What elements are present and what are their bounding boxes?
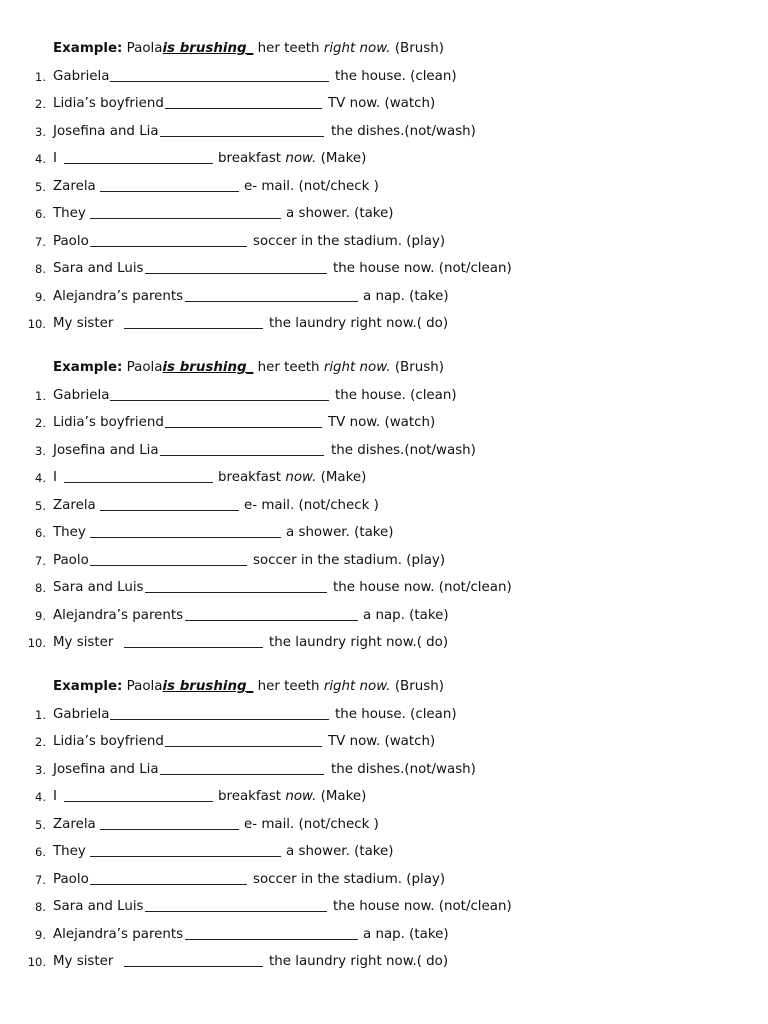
example-label: Example: [53, 679, 123, 694]
answer-blank[interactable] [64, 482, 213, 483]
exercise-item [0, 261, 768, 277]
item-rest-emphasis: now. [285, 151, 317, 166]
item-rest [218, 470, 366, 486]
answer-blank[interactable] [185, 620, 358, 621]
exercise-item [0, 954, 768, 970]
item-rest: soccer in the stadium. (play) [253, 553, 446, 568]
example-answer: is brushing_ [162, 679, 254, 694]
item-rest: TV now. (watch) [328, 96, 436, 111]
item-subject: Zarela [53, 498, 96, 513]
item-subject: Alejandra’s parents [53, 289, 184, 304]
item-rest: a nap. (take) [363, 927, 449, 942]
item-subject: Paolo [53, 234, 89, 249]
answer-blank[interactable] [110, 719, 329, 720]
item-number: 2. [35, 97, 46, 111]
exercise-item [0, 234, 768, 250]
item-subject: Sara and Luis [53, 261, 144, 276]
item-rest [218, 789, 366, 805]
item-subject: Alejandra’s parents [53, 608, 184, 623]
item-rest: the dishes.(not/wash) [331, 124, 476, 139]
answer-blank[interactable] [124, 647, 263, 648]
exercise-item [0, 96, 768, 112]
item-number: 10. [27, 317, 46, 331]
example-line [53, 679, 444, 695]
item-number: 6. [35, 526, 46, 540]
answer-blank[interactable] [165, 427, 322, 428]
exercise-item [0, 789, 768, 805]
item-number: 3. [35, 125, 46, 139]
item-rest: soccer in the stadium. (play) [253, 234, 446, 249]
item-subject: Gabriela [53, 388, 110, 403]
exercise-item [0, 553, 768, 569]
item-rest-hint: (Make) [320, 470, 367, 485]
item-rest: the laundry right now.( do) [269, 316, 449, 331]
example-line [53, 360, 444, 376]
exercise-item [0, 443, 768, 459]
item-subject: Lidia’s boyfriend [53, 734, 164, 749]
item-rest: e- mail. (not/check ) [244, 817, 379, 832]
exercise-item [0, 289, 768, 305]
item-rest: the house now. (not/clean) [333, 899, 512, 914]
exercise-item [0, 707, 768, 723]
example-text: her teeth [257, 679, 320, 694]
item-rest: a nap. (take) [363, 608, 449, 623]
answer-blank[interactable] [124, 328, 263, 329]
exercise-item [0, 580, 768, 596]
exercise-item [0, 498, 768, 514]
exercise-item [0, 734, 768, 750]
item-subject: Alejandra’s parents [53, 927, 184, 942]
example-hint: (Brush) [394, 360, 444, 375]
item-number: 4. [35, 471, 46, 485]
item-number: 3. [35, 444, 46, 458]
item-rest: the house. (clean) [335, 69, 457, 84]
item-number: 1. [35, 70, 46, 84]
item-rest: the house. (clean) [335, 388, 457, 403]
item-rest: the laundry right now.( do) [269, 954, 449, 969]
exercise-item [0, 69, 768, 85]
exercise-item [0, 388, 768, 404]
item-number: 7. [35, 235, 46, 249]
item-rest: a nap. (take) [363, 289, 449, 304]
item-number: 9. [35, 290, 46, 304]
item-rest: a shower. (take) [286, 525, 394, 540]
item-rest: e- mail. (not/check ) [244, 179, 379, 194]
item-rest: TV now. (watch) [328, 734, 436, 749]
answer-blank[interactable] [185, 939, 358, 940]
item-rest-hint: (Make) [320, 151, 367, 166]
item-subject: I [53, 470, 57, 485]
item-subject: Paolo [53, 553, 89, 568]
example-answer: is brushing_ [162, 360, 254, 375]
example-subject: Paola [126, 360, 163, 375]
answer-blank[interactable] [110, 81, 329, 82]
item-rest: a shower. (take) [286, 844, 394, 859]
exercise-item [0, 844, 768, 860]
item-number: 5. [35, 499, 46, 513]
item-subject: Josefina and Lia [53, 762, 159, 777]
exercise-item [0, 872, 768, 888]
item-number: 3. [35, 763, 46, 777]
example-subject: Paola [126, 41, 163, 56]
item-rest: the house now. (not/clean) [333, 261, 512, 276]
item-number: 4. [35, 152, 46, 166]
item-number: 5. [35, 818, 46, 832]
item-subject: I [53, 789, 57, 804]
answer-blank[interactable] [100, 191, 239, 192]
exercise-item [0, 817, 768, 833]
answer-blank[interactable] [165, 746, 322, 747]
item-rest-text: breakfast [218, 789, 282, 804]
example-text: her teeth [257, 41, 320, 56]
answer-blank[interactable] [90, 218, 281, 219]
item-subject: My sister [53, 954, 114, 969]
answer-blank[interactable] [90, 537, 281, 538]
item-subject: My sister [53, 635, 114, 650]
item-rest: the house. (clean) [335, 707, 457, 722]
example-emphasis: right now. [323, 41, 391, 56]
exercise-item [0, 179, 768, 195]
item-rest-emphasis: now. [285, 789, 317, 804]
exercise-item [0, 762, 768, 778]
answer-blank[interactable] [64, 801, 213, 802]
item-rest: soccer in the stadium. (play) [253, 872, 446, 887]
exercise-item [0, 206, 768, 222]
item-number: 8. [35, 262, 46, 276]
answer-blank[interactable] [100, 510, 239, 511]
item-subject: They [53, 525, 86, 540]
answer-blank[interactable] [160, 455, 324, 456]
example-hint: (Brush) [394, 41, 444, 56]
item-subject: Zarela [53, 817, 96, 832]
example-label: Example: [53, 360, 123, 375]
item-subject: Sara and Luis [53, 899, 144, 914]
answer-blank[interactable] [110, 400, 329, 401]
item-rest: TV now. (watch) [328, 415, 436, 430]
answer-blank[interactable] [145, 273, 327, 274]
item-subject: Lidia’s boyfriend [53, 415, 164, 430]
example-subject: Paola [126, 679, 163, 694]
item-subject: Sara and Luis [53, 580, 144, 595]
item-number: 8. [35, 581, 46, 595]
item-subject: They [53, 206, 86, 221]
item-rest-emphasis: now. [285, 470, 317, 485]
exercise-item [0, 635, 768, 651]
answer-blank[interactable] [64, 163, 213, 164]
item-subject: I [53, 151, 57, 166]
item-number: 2. [35, 416, 46, 430]
answer-blank[interactable] [185, 301, 358, 302]
item-rest: the dishes.(not/wash) [331, 762, 476, 777]
item-subject: They [53, 844, 86, 859]
answer-blank[interactable] [165, 108, 322, 109]
item-number: 5. [35, 180, 46, 194]
item-subject: My sister [53, 316, 114, 331]
item-number: 1. [35, 389, 46, 403]
item-number: 9. [35, 928, 46, 942]
item-rest [218, 151, 366, 167]
item-subject: Josefina and Lia [53, 443, 159, 458]
answer-blank[interactable] [145, 592, 327, 593]
item-number: 1. [35, 708, 46, 722]
example-line [53, 41, 444, 57]
item-subject: Gabriela [53, 707, 110, 722]
answer-blank[interactable] [160, 774, 324, 775]
exercise-item [0, 316, 768, 332]
item-number: 6. [35, 207, 46, 221]
item-rest-text: breakfast [218, 151, 282, 166]
exercise-item [0, 608, 768, 624]
example-label: Example: [53, 41, 123, 56]
exercise-item [0, 124, 768, 140]
example-emphasis: right now. [323, 679, 391, 694]
answer-blank[interactable] [160, 136, 324, 137]
item-rest-text: breakfast [218, 470, 282, 485]
item-number: 4. [35, 790, 46, 804]
item-number: 6. [35, 845, 46, 859]
item-subject: Gabriela [53, 69, 110, 84]
item-rest: a shower. (take) [286, 206, 394, 221]
item-rest-hint: (Make) [320, 789, 367, 804]
answer-blank[interactable] [90, 246, 247, 247]
exercise-item [0, 525, 768, 541]
answer-blank[interactable] [90, 884, 247, 885]
example-answer: is brushing_ [162, 41, 254, 56]
exercise-item [0, 470, 768, 486]
answer-blank[interactable] [124, 966, 263, 967]
exercise-item [0, 415, 768, 431]
example-hint: (Brush) [394, 679, 444, 694]
item-number: 7. [35, 873, 46, 887]
answer-blank[interactable] [100, 829, 239, 830]
exercise-item [0, 151, 768, 167]
item-number: 10. [27, 636, 46, 650]
item-rest: the laundry right now.( do) [269, 635, 449, 650]
item-subject: Paolo [53, 872, 89, 887]
item-number: 10. [27, 955, 46, 969]
answer-blank[interactable] [90, 565, 247, 566]
item-number: 2. [35, 735, 46, 749]
item-subject: Josefina and Lia [53, 124, 159, 139]
exercise-item [0, 899, 768, 915]
example-text: her teeth [257, 360, 320, 375]
item-rest: e- mail. (not/check ) [244, 498, 379, 513]
item-subject: Zarela [53, 179, 96, 194]
item-number: 7. [35, 554, 46, 568]
item-number: 9. [35, 609, 46, 623]
example-emphasis: right now. [323, 360, 391, 375]
item-subject: Lidia’s boyfriend [53, 96, 164, 111]
item-rest: the dishes.(not/wash) [331, 443, 476, 458]
item-number: 8. [35, 900, 46, 914]
answer-blank[interactable] [90, 856, 281, 857]
answer-blank[interactable] [145, 911, 327, 912]
exercise-item [0, 927, 768, 943]
item-rest: the house now. (not/clean) [333, 580, 512, 595]
